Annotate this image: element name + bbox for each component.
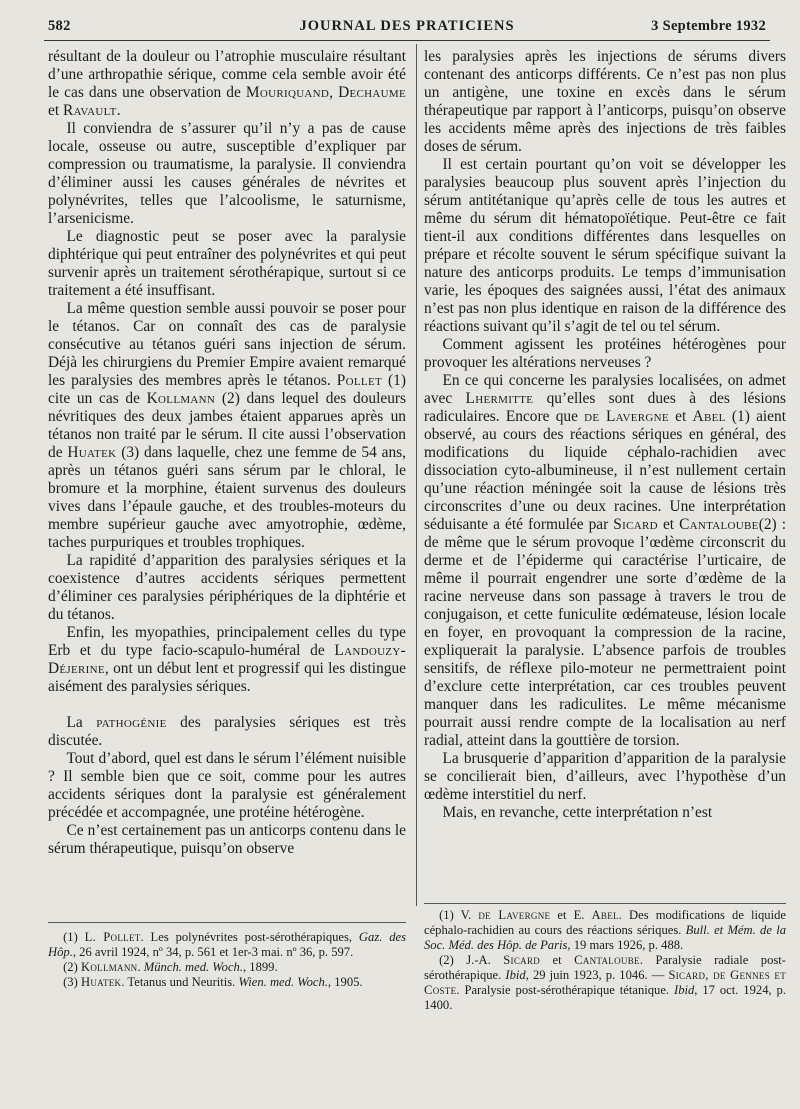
paragraph-text: qu’elles sont dues à des lésions radiculaires. Encore que	[424, 390, 786, 425]
footnote-marker: (2)	[63, 960, 78, 974]
paragraph-text: des paralysies sériques est très discutée.	[48, 714, 406, 749]
author-name: Sicard	[613, 516, 658, 533]
footnote	[424, 953, 786, 1013]
author-name: Sicard, de Gennes et Coste	[424, 968, 786, 997]
footnote-text: , 19 mars 1926, p. 488.	[567, 938, 684, 952]
footnote-text: . Paralysie post-sérothérapique tétanique.	[456, 983, 670, 997]
footnote-text: . Des modifications de liquide céphalo-rachidien au cours des réactions sériques.	[424, 908, 786, 937]
footnote-rule	[424, 903, 786, 904]
paragraph-text: , ont un début lent et progressif qui les distingue aisément des paralysies sériques.	[48, 660, 406, 695]
paragraph-text: La même question semble aussi pouvoir se poser pour le tétanos. Car on connaît des cas de paralysie consécutive au tétanos guéri sans injection de sérum. Déjà les chirurgiens du Premier Empire avaient remarqué les paralysies des membres après le tétanos.	[48, 300, 406, 389]
paragraph	[424, 372, 786, 750]
footnote-text: , 1905.	[327, 975, 363, 989]
journal-name: Bull. et Mém. de la Soc. Méd. des Hôp. de Paris	[424, 923, 786, 952]
column-divider	[416, 44, 417, 906]
paragraph-text: Enfin, les myopathies, principalement celles du type Erb et du type facio-scapulo-huméral de	[48, 624, 406, 659]
paragraph: Le diagnostic peut se poser avec la paralysie diphtérique qui peut entraîner des polynévrites et qui peut survenir après un traitement sérothérapique, surtout si ce traitement a été insuffisant.	[48, 228, 406, 299]
footnote-text: , 26 avril 1924, nº 34, p. 561 et 1er-3 mai. nº 36, p. 597.	[72, 945, 354, 959]
paragraph	[48, 48, 406, 120]
conjunction: et E.	[557, 908, 585, 922]
author-name: Dechaume	[338, 84, 406, 101]
footnote-marker: (1) V.	[439, 908, 472, 922]
journal-name: Ibid	[505, 968, 526, 982]
author-name: Mouriquand	[245, 84, 330, 101]
paragraph: La rapidité d’apparition des paralysies sériques et la coexistence d’autres accidents sériques permettent d’éliminer ces paralysies périphériques de la diphtérie et du tétanos.	[48, 552, 406, 623]
footnote-text: . Paralysie radiale post-sérothérapique.	[424, 953, 786, 982]
author-name: de Lavergne	[584, 408, 669, 425]
paragraph: Mais, en revanche, cette interprétation n’est	[442, 804, 713, 821]
paragraph: Il conviendra de s’assurer qu’il n’y a pas de cause locale, osseuse ou autre, susceptible d’expliquer par compression ou traumatisme, la paralysie. Il conviendra d’éliminer aussi les causes générales de névrites et polynévrites, telles que l’alcoolisme, le saturnisme, l’arsenicisme.	[48, 120, 406, 227]
paragraph-text: (2) : de même que le sérum provoque l’œdème circonscrit du derme et de l’épiderme qui caractérise l’urticaire, de même il pourrait engendrer une sorte d’œdème de la racine nerveuse dans son passage à travers le trou de conjugaison, et cette funiculite œdémateuse, lésion locale en foyer, en provoquant la compression de la racine, expliquerait la paralysie. L’absence parfois de troubles sensitifs, de réflexe pilo-moteur ne permettraient point d’exclure cette interprétation, car ces troubles peuvent manquer dans les radiculites. Le même mécanisme pourrait aussi rendre compte de la localisation au nerf radial, atteint dans la gouttière de torsion.	[424, 516, 786, 749]
journal-name: Gaz. des Hôp.	[48, 930, 406, 959]
paragraph-text: (2) dans lequel des douleurs névritiques des deux jambes étaient apparues après un tétanos non traité par le sérum. Il cite aussi l’observation de	[48, 390, 406, 461]
paragraph: Il est certain pourtant qu’on voit se développer les paralysies beaucoup plus souvent après l’injection du sérum antitétanique qu’après celle de tous les autres et même du sérum dit hématopoïétique. Peut-être ce fait tient-il aux conditions différentes dans lesquelles on prépare et récolte souvent le sérum spécifique suivant la nature des anticorps produits. Le temps d’immunisation varie, les époques des saignées aussi, l’état des animaux n’est pas non plus identique en raison de la différence des réactions suivant qu’il s’agit de tel ou tel sérum.	[424, 156, 786, 335]
author-name: de Lavergne	[478, 908, 551, 922]
issue-date: 3 Septembre 1932	[651, 18, 766, 34]
journal-name: Münch. med. Woch.	[143, 960, 243, 974]
author-name: Sicard	[503, 953, 541, 967]
paragraph	[48, 714, 406, 750]
conjunction: et	[675, 408, 687, 425]
author-name: Pollet	[336, 372, 382, 389]
separator: .	[116, 102, 121, 119]
left-column	[48, 48, 406, 910]
author-name: L. Pollet	[84, 930, 141, 944]
paragraph: Tout d’abord, quel est dans le sérum l’élément nuisible ? Il semble bien que ce soit, comme pour les autres accidents sériques dont la paralysie est généralement précédée et accompagnée, une protéine hétérogène.	[48, 750, 406, 821]
journal-title: JOURNAL DES PRATICIENS	[299, 18, 515, 34]
footnote-text: , 29 juin 1923, p. 1046. —	[525, 968, 665, 982]
author-name: Cantaloube	[679, 516, 759, 533]
paragraph: les paralysies après les injections de sérums divers contenant des anticorps différents. Ce n’est pas non plus un antigène, une toxine en excès dans le sérum thérapeutique par rapport à l’anticorps, puisqu’on observe les accidents même après des injections de très faibles doses de sérum.	[424, 48, 786, 155]
footnote-text: . Les polynévrites post-sérothérapiques,	[140, 930, 353, 944]
footnote	[48, 975, 406, 990]
footnote-marker: (3)	[63, 975, 78, 989]
paragraph: La brusquerie d’apparition d’apparition de la paralysie se concilierait bien, d’ailleurs, avec l’hypothèse d’un œdème interstitiel du nerf.	[424, 750, 786, 803]
paragraph-text: (1) cite un cas de	[48, 372, 406, 407]
separator: ,	[329, 84, 334, 101]
paragraph-text: (1) aient observé, au cours des réactions sériques en général, des modifications du liquide céphalo-rachidien avec dissociation cyto-albumineuse, il n’est nullement certain qu’une réaction méningée soit la cause de lésions très circonscrites d’une ou deux racines. Une interprétation séduisante a été formulée par	[424, 408, 786, 533]
footnote	[48, 960, 406, 975]
footnote	[48, 930, 406, 960]
author-name: Ravault	[62, 102, 117, 119]
header-rule	[44, 40, 770, 41]
journal-name: Ibid	[674, 983, 695, 997]
paragraph-text: résultant de la douleur ou l’atrophie musculaire résultant d’une arthropathie sérique, comme cela semble avoir été le cas dans une observation de	[48, 48, 406, 101]
author-name: Huatek	[67, 444, 117, 461]
footnote	[424, 908, 786, 953]
section-term: pathogénie	[96, 714, 167, 731]
conjunction: et	[662, 516, 675, 533]
paragraph-text: La	[66, 714, 83, 731]
footnote-rule	[48, 922, 406, 923]
author-name: Huatek	[80, 975, 122, 989]
right-column	[424, 48, 786, 906]
footnote-text: . Tetanus und Neuritis.	[121, 975, 236, 989]
footnote-text: , 17 oct. 1924, p. 1400.	[424, 983, 786, 1012]
author-name: Abel	[591, 908, 619, 922]
footnotes-left	[48, 930, 406, 990]
paragraph-text: (3) dans laquelle, chez une femme de 54 ans, après un tétanos guéri sans sérum par le chloral, le bromure et la morphine, étaient survenus des douleurs vives dans l’épaule gauche, et des troubles-moteurs du membre supérieur gauche avec amyotrophie, œdème, taches purpuriques et troubles trophiques.	[48, 444, 406, 551]
running-header	[48, 14, 766, 36]
author-name: Kollmann	[146, 390, 216, 407]
paragraph: Ce n’est certainement pas un anticorps contenu dans le sérum thérapeutique, puisqu’on observe	[48, 822, 406, 857]
conjunction: et	[48, 102, 60, 119]
author-name: Landouzy-Déjerine	[48, 642, 406, 677]
author-name: Cantaloube	[574, 953, 640, 967]
author-name: Kollmann	[80, 960, 138, 974]
footnote-text: .	[137, 960, 141, 974]
author-name: Lhermitte	[465, 390, 534, 407]
author-name: Abel	[692, 408, 726, 425]
conjunction: et	[552, 953, 562, 967]
footnote-marker: (1)	[63, 930, 78, 944]
paragraph	[48, 624, 406, 696]
footnote-text: , 1899.	[242, 960, 278, 974]
paragraph-text: En ce qui concerne les paralysies localisées, on admet avec	[424, 372, 786, 407]
paragraph	[48, 300, 406, 552]
footnote-marker: (2) J.-A.	[439, 953, 491, 967]
footnotes-right	[424, 908, 786, 1013]
page-number: 582	[48, 18, 71, 34]
paragraph: Comment agissent les protéines hétérogènes pour provoquer les altérations nerveuses ?	[424, 336, 786, 371]
journal-name: Wien. med. Woch.	[238, 975, 328, 989]
